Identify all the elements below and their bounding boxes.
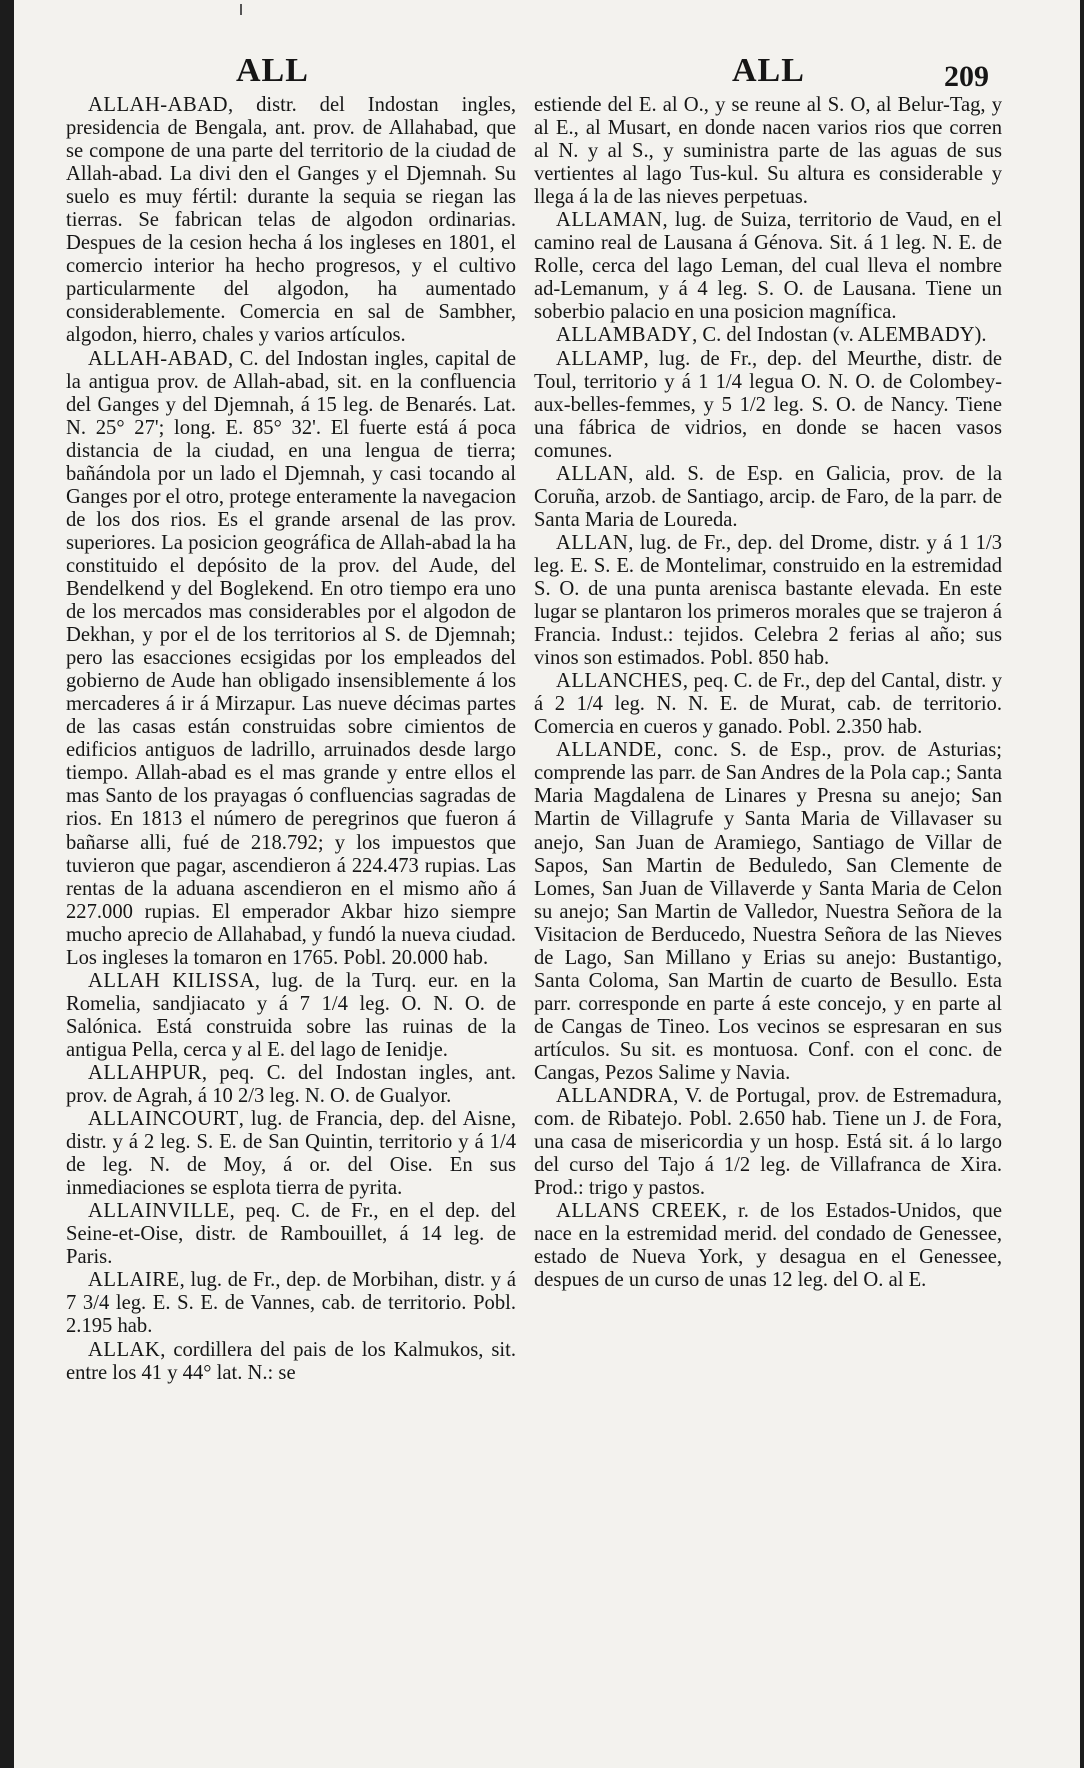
entry-headword: ALLAINVILLE [88,1200,230,1223]
entry-headword: ALLANS CREEK [556,1200,722,1223]
right-column [534,94,1002,1292]
entry-headword: ALLAH-ABAD [88,94,228,116]
entry-headword: ALLAHPUR [88,1061,202,1084]
entry-text: , conc. S. de Esp., prov. de Asturias; comprende las parr. de San Andres de la Pola cap.; Santa Maria Magdalena de Linares y Presna su anejo; San Martin de Villagrufe y Santa Maria de Villavaser su anejo, San Juan de Aramiego, Santiago de Villar de Sapos, San Martin de Beduledo, San Clemente de Lomes, San Juan de Villaverde y Santa Maria de Celon su anejo; San Martin de Valledor, Nuestra Señora de la Visitacion de Berducedo, Nuestra Señora de las Nieves de Lago, San Millano y Erias su anejo: Bustantigo, Santa Coloma, San Martin de cuarto de Besullo. Esta parr. corresponde en parte á este concejo, y en parte al de Cangas de Tineo. Los vecinos se espresaran en sus artículos. Su sit. es montuosa. Conf. con el conc. de Cangas, Pezos Salime y Navia. [534,739,1002,1084]
dictionary-entry [66,1062,516,1108]
entry-text: , lug. de la Turq. eur. en la Romelia, sandjiacato y á 7 1/4 leg. O. N. O. de Salónica. Está construida sobre las ruinas de la antigua Pella, cerca y al E. del lago de Ienidje. [66,969,517,1061]
entry-text: estiende del E. al O., y se reune al S. O, al Belur-Tag, y al E., al Musart, en donde nacen varios rios que corren al N. y al S., y suministra parte de las aguas de sus vertientes al lago Tus-kul. Su altura es considerable y llega á la de las nieves perpetuas. [534,94,1002,209]
entry-headword: ALLAN [556,531,629,554]
entry-text: , C. del Indostan (v. ALEMBADY). [692,324,987,347]
dictionary-entry [534,739,1002,1085]
entry-text: , peq. C. de Fr., dep del Cantal, distr. y á 2 1/4 leg. N. N. E. de Murat, cab. de territorio. Comercia en cueros y ganado. Pobl. 2.350 hab. [534,670,1002,739]
left-column [66,94,516,1385]
entry-headword: ALLAIRE [88,1269,180,1292]
entry-text: , peq. C. de Fr., en el dep. del Seine-et-Oise, distr. de Rambouillet, á 14 leg. de Paris. [66,1200,516,1269]
dictionary-entry [534,324,1002,347]
entry-headword: ALLAH KILISSA [88,969,255,992]
dictionary-entry [534,348,1002,463]
dictionary-entry [66,1269,516,1338]
entry-headword: ALLAN [556,462,629,485]
dictionary-entry [66,1108,516,1200]
entry-headword: ALLAMBADY [556,324,693,347]
entry-headword: ALLAINCOURT [88,1108,239,1131]
dictionary-entry [66,94,516,348]
dictionary-page [14,0,1080,1768]
entry-headword: ALLAK [88,1338,161,1361]
entry-text: , lug. de Suiza, territorio de Vaud, en el camino real de Lausana á Génova. Sit. á 1 leg. N. E. de Rolle, cerca del lago Leman, del cual lleva el nombre ad-Lemanum, y á 4 leg. S. O. de Lausana. Tiene un soberbio palacio en una posicion magnífica. [534,209,1002,324]
running-head-right: ALL [732,52,805,89]
dictionary-entry [66,970,516,1062]
dictionary-entry [534,463,1002,532]
entry-headword: ALLANDE [556,739,657,762]
entry-text: , lug. de Fr., dep. de Morbihan, distr. y á 7 3/4 leg. E. S. E. de Vannes, cab. de territorio. Pobl. 2.195 hab. [66,1269,516,1338]
entry-text: , lug. de Fr., dep. del Meurthe, distr. de Toul, territorio y á 1 1/4 legua O. N. O. de Colombey-aux-belles-femmes, y 5 1/2 leg. S. O. de Nancy. Tiene una fábrica de vidrios, en donde se hacen vasos comunes. [534,347,1002,462]
entry-text: , lug. de Francia, dep. del Aisne, distr. y á 2 leg. S. E. de San Quintin, territorio y á 1/4 de leg. N. de Moy, á or. del Oise. En sus inmediaciones se esplota tierra de pyrita. [66,1108,516,1200]
entry-headword: ALLAMP [556,347,644,370]
dictionary-entry [534,532,1002,670]
entry-text: , r. de los Estados-Unidos, que nace en la estremidad merid. del condado de Genessee, estado de Nueva York, y desagua en el Genessee, despues de un curso de unas 12 leg. del O. al E. [534,1200,1002,1292]
entry-text: , cordillera del pais de los Kalmukos, sit. entre los 41 y 44° lat. N.: se [66,1338,516,1384]
entry-text: , C. del Indostan ingles, capital de la antigua prov. de Allah-abad, sit. en la confluencia del Ganges y del Djemnah, á 15 leg. de Benarés. Lat. N. 25° 27'; long. E. 85° 32'. El fuerte está á poca distancia de la ciudad, en una lengua de tierra; bañándola por un lado el Djemnah, y casi tocando al Ganges por el otro, protege enteramente la navegacion de los dos rios. Es el grande arsenal de las prov. superiores. La posicion geográfica de Allah-abad la ha constituido el depósito de la prov. del Aude, del Bendelkend y del Boglekend. En otro tiempo era uno de los mercados mas considerables por el algodon de Dekhan, y por el de los territorios al S. de Djemnah; pero las esacciones ecsigidas por los empleados del gobierno de Aude han obligado insensiblemente á los mercaderes á ir á Mirzapur. Las nueve décimas partes de las casas están construidas sobre cimientos de edificios antiguos de ladrillo, arruinados desde largo tiempo. Allah-abad es el mas grande y entre ellos el mas Santo de los prayagas ó confluencias sagradas de rios. En 1813 el número de peregrinos que fueron á bañarse alli, fué de 218.792; y los impuestos que tuvieron que pagar, ascendieron á 224.473 rupias. Las rentas de la aduana ascendieron en el mismo año á 227.000 rupias. El emperador Akbar hizo siempre mucho aprecio de Allahabad, y fundó la nueva ciudad. Los ingleses la tomaron en 1765. Pobl. 20.000 hab. [66,347,516,969]
entry-headword: ALLANCHES [556,670,683,693]
entry-text: , ald. S. de Esp. en Galicia, prov. de la Coruña, arzob. de Santiago, arcip. de Faro, de la parr. de Santa Maria de Loureda. [534,462,1002,531]
dictionary-entry [66,348,516,970]
entry-text: , distr. del Indostan ingles, presidencia de Bengala, ant. prov. de Allahabad, que se compone de una parte del territorio de la ciudad de Allah-abad. La divi den el Ganges y el Djemnah. Su suelo es muy fértil: durante la sequia se riegan las tierras. Se fabrican telas de algodon ordinarias. Despues de la cesion hecha á los ingleses en 1801, el comercio interior ha hecho progresos, y el cultivo particularmente del algodon, ha aumentado considerablemente. Comercia en sal de Sambher, algodon, hierro, chales y varios artículos. [66,94,516,347]
dictionary-entry [534,94,1002,209]
dictionary-entry [66,1200,516,1269]
entry-headword: ALLANDRA [556,1085,674,1108]
dictionary-entry [534,1200,1002,1292]
running-head-left: ALL [236,52,309,89]
dictionary-entry [66,1339,516,1385]
entry-text: , V. de Portugal, prov. de Estremadura, com. de Ribatejo. Pobl. 2.650 hab. Tiene un J. de Fora, una casa de misericordia y un hosp. Está sit. á lo largo del curso del Tajo á 1/2 leg. de Villafranca de Xira. Prod.: trigo y pastos. [534,1085,1002,1200]
dictionary-entry [534,209,1002,324]
dictionary-entry [534,670,1002,739]
margin-mark [240,4,242,15]
entry-headword: ALLAH-ABAD [88,347,228,370]
page-number: 209 [944,60,989,93]
entry-headword: ALLAMAN [556,209,663,232]
entry-text: , lug. de Fr., dep. del Drome, distr. y á 1 1/3 leg. E. S. E. de Montelimar, construido en la estremidad S. O. de una punta arenisca bastante elevada. En este lugar se plantaron los primeros morales que se trajeron á Francia. Indust.: tejidos. Celebra 2 ferias al año; sus vinos son estimados. Pobl. 850 hab. [534,531,1002,670]
entry-text: , peq. C. del Indostan ingles, ant. prov. de Agrah, á 10 2/3 leg. N. O. de Gualyor. [66,1061,516,1108]
dictionary-entry [534,1085,1002,1200]
